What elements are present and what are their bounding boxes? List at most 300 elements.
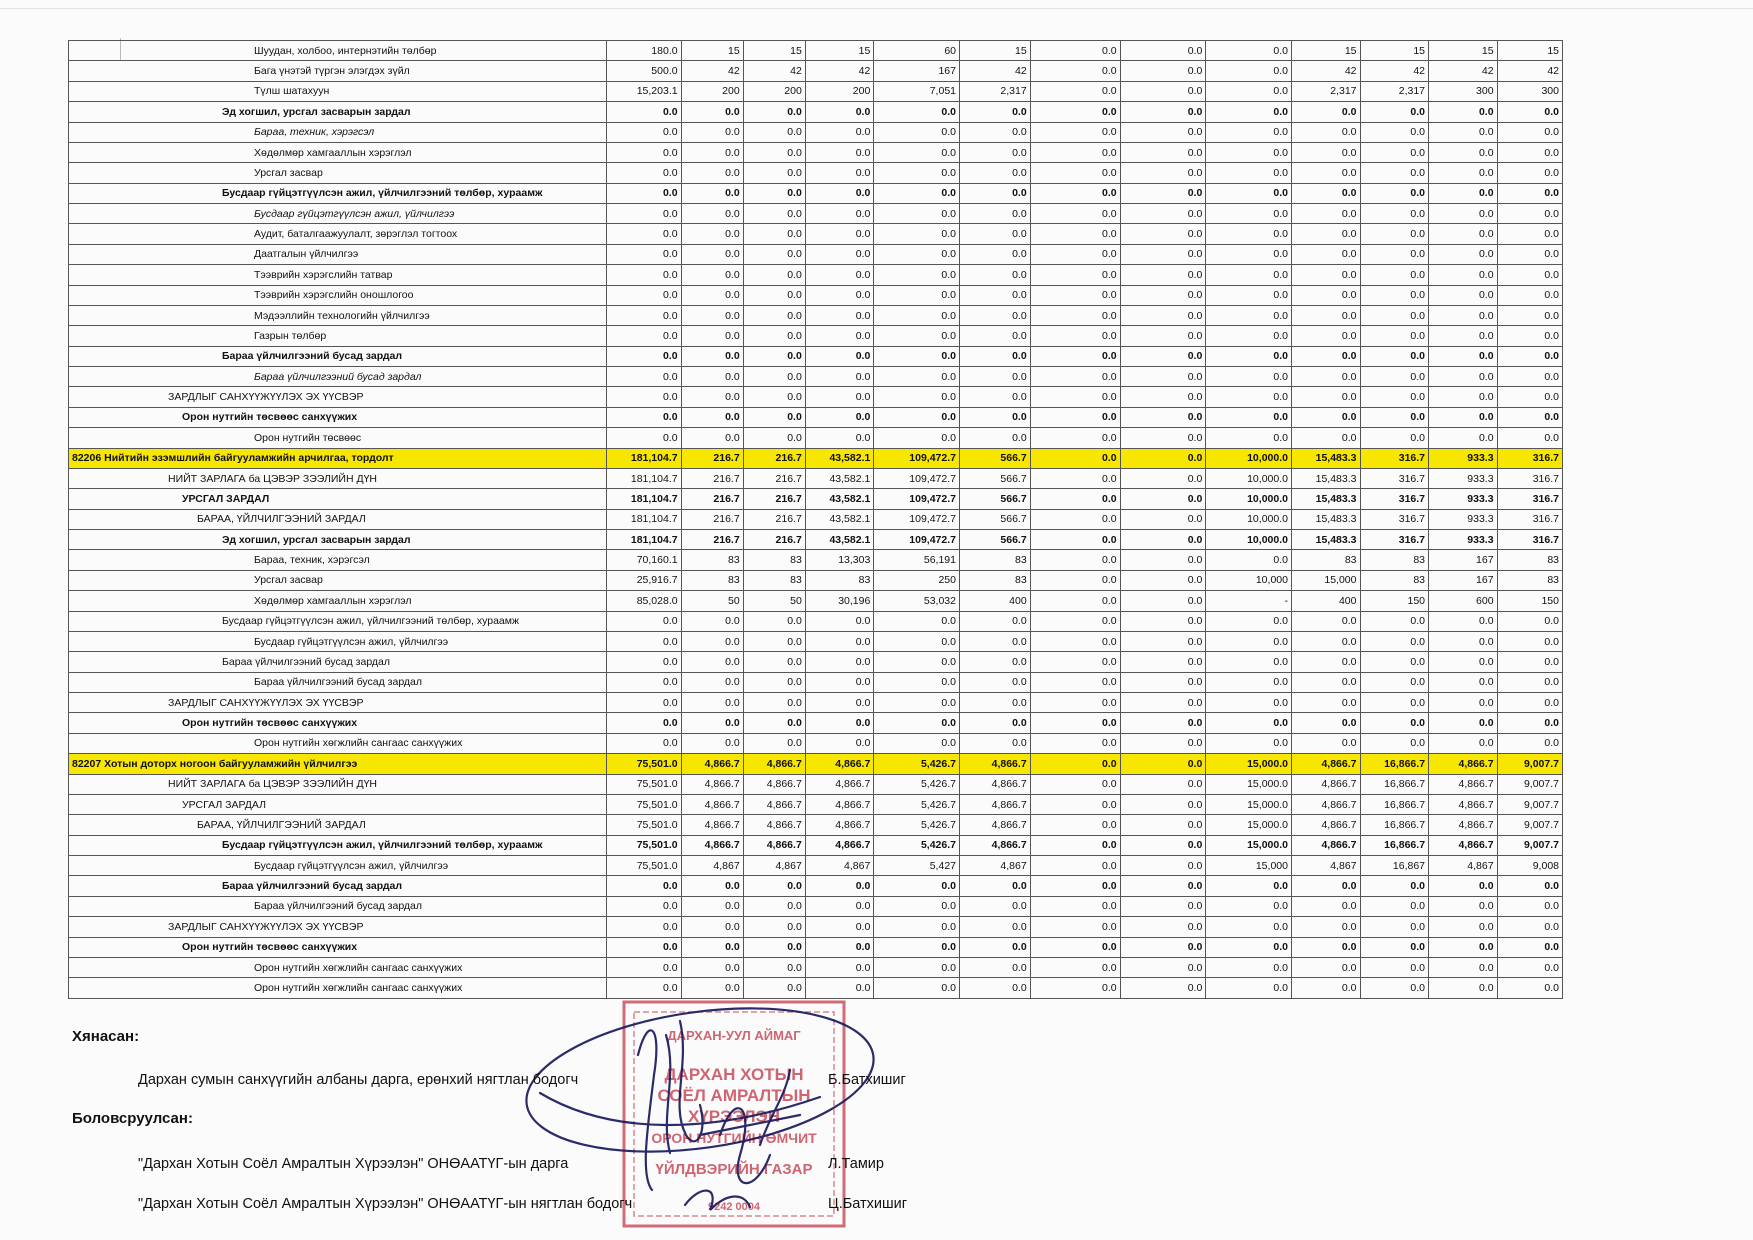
table-cell: 0.0 bbox=[1206, 285, 1292, 305]
table-cell: 0.0 bbox=[1030, 754, 1120, 774]
table-cell: 0.0 bbox=[1360, 917, 1429, 937]
table-cell: 566.7 bbox=[960, 530, 1031, 550]
table-cell: 75,501.0 bbox=[606, 835, 681, 855]
table-cell: 0.0 bbox=[1360, 672, 1429, 692]
row-label bbox=[69, 815, 607, 835]
table-cell: 0.0 bbox=[1291, 305, 1360, 325]
table-cell: 0.0 bbox=[874, 326, 960, 346]
table-cell: 0.0 bbox=[1291, 183, 1360, 203]
row-label-text: УРСГАЛ ЗАРДАЛ bbox=[182, 798, 267, 811]
table-cell: 4,866.7 bbox=[960, 754, 1031, 774]
table-cell: 0.0 bbox=[1206, 142, 1292, 162]
table-cell: 0.0 bbox=[1497, 876, 1562, 896]
row-label bbox=[69, 244, 607, 264]
table-cell: 0.0 bbox=[1429, 244, 1498, 264]
table-cell: 0.0 bbox=[743, 428, 805, 448]
table-cell: 0.0 bbox=[1360, 367, 1429, 387]
table-cell: 0.0 bbox=[1360, 693, 1429, 713]
table-cell: 0.0 bbox=[743, 346, 805, 366]
table-cell: 83 bbox=[960, 550, 1031, 570]
table-cell: 0.0 bbox=[1497, 122, 1562, 142]
table-cell: 0.0 bbox=[960, 265, 1031, 285]
table-cell: 43,582.1 bbox=[805, 489, 874, 509]
table-cell: 9,007.7 bbox=[1497, 774, 1562, 794]
table-cell: 316.7 bbox=[1360, 448, 1429, 468]
table-cell: 0.0 bbox=[1360, 631, 1429, 651]
table-cell: 0.0 bbox=[1120, 102, 1206, 122]
table-cell: 181,104.7 bbox=[606, 448, 681, 468]
row-label bbox=[69, 876, 607, 896]
table-cell: 2,317 bbox=[960, 81, 1031, 101]
table-cell: 0.0 bbox=[960, 978, 1031, 998]
row-label bbox=[69, 652, 607, 672]
table-cell: 0.0 bbox=[1206, 978, 1292, 998]
table-row bbox=[69, 41, 1563, 61]
table-cell: 0.0 bbox=[1030, 693, 1120, 713]
table-cell: 0.0 bbox=[681, 346, 743, 366]
table-cell: 0.0 bbox=[743, 957, 805, 977]
table-cell: 15 bbox=[1429, 41, 1498, 61]
svg-text:ХҮРЭЭЛЭН: ХҮРЭЭЛЭН bbox=[688, 1107, 780, 1126]
table-cell: 0.0 bbox=[960, 407, 1031, 427]
row-label-text: БАРАА, ҮЙЛЧИЛГЭЭНИЙ ЗАРДАЛ bbox=[197, 818, 366, 831]
table-cell: 83 bbox=[1497, 550, 1562, 570]
table-cell: 0.0 bbox=[743, 978, 805, 998]
table-cell: 0.0 bbox=[1206, 326, 1292, 346]
row-label-text: Түлш шатахуун bbox=[254, 85, 330, 98]
table-cell: 216.7 bbox=[681, 468, 743, 488]
svg-text:ДАРХАН ХОТЫН: ДАРХАН ХОТЫН bbox=[664, 1065, 804, 1084]
table-cell: 0.0 bbox=[1291, 163, 1360, 183]
table-cell: 0.0 bbox=[606, 652, 681, 672]
table-cell: 0.0 bbox=[1030, 102, 1120, 122]
table-cell: 4,866.7 bbox=[1429, 754, 1498, 774]
table-cell: 0.0 bbox=[606, 326, 681, 346]
table-cell: 0.0 bbox=[960, 122, 1031, 142]
table-row bbox=[69, 896, 1563, 916]
table-cell: 0.0 bbox=[1429, 611, 1498, 631]
table-cell: 0.0 bbox=[1206, 631, 1292, 651]
row-label bbox=[69, 917, 607, 937]
table-cell: 0.0 bbox=[1497, 102, 1562, 122]
table-cell: 83 bbox=[805, 570, 874, 590]
row-label-text: Бараа үйлчилгээний бусад зардал bbox=[254, 370, 422, 383]
table-cell: 0.0 bbox=[606, 224, 681, 244]
row-label bbox=[69, 163, 607, 183]
table-cell: 0.0 bbox=[805, 224, 874, 244]
row-label bbox=[69, 509, 607, 529]
table-cell: 0.0 bbox=[960, 183, 1031, 203]
table-cell: 0.0 bbox=[1030, 448, 1120, 468]
table-cell: 85,028.0 bbox=[606, 591, 681, 611]
table-cell: 0.0 bbox=[805, 978, 874, 998]
table-cell: 4,866.7 bbox=[1429, 794, 1498, 814]
table-cell: 0.0 bbox=[805, 285, 874, 305]
row-label bbox=[69, 326, 607, 346]
table-cell: 0.0 bbox=[1120, 244, 1206, 264]
table-cell: 0.0 bbox=[960, 896, 1031, 916]
table-cell: 0.0 bbox=[805, 367, 874, 387]
row-label bbox=[69, 733, 607, 753]
table-cell: 0.0 bbox=[874, 163, 960, 183]
table-cell: 0.0 bbox=[681, 244, 743, 264]
table-row bbox=[69, 489, 1563, 509]
table-cell: 0.0 bbox=[1206, 917, 1292, 937]
table-cell: 0.0 bbox=[681, 122, 743, 142]
table-cell: 9,007.7 bbox=[1497, 794, 1562, 814]
table-cell: 0.0 bbox=[606, 367, 681, 387]
table-cell: 0.0 bbox=[1206, 244, 1292, 264]
row-label-text: Бараа үйлчилгээний бусад зардал bbox=[254, 676, 423, 689]
table-cell: 83 bbox=[681, 550, 743, 570]
table-cell: 0.0 bbox=[606, 102, 681, 122]
row-label-text: Орон нутгийн хөгжлийн сангаас санхүүжих bbox=[254, 981, 463, 994]
table-cell: 0.0 bbox=[1429, 652, 1498, 672]
table-cell: 0.0 bbox=[1291, 224, 1360, 244]
table-cell: 75,501.0 bbox=[606, 774, 681, 794]
table-cell: 0.0 bbox=[606, 896, 681, 916]
table-cell: 0.0 bbox=[1030, 631, 1120, 651]
table-cell: 15 bbox=[1360, 41, 1429, 61]
table-row bbox=[69, 204, 1563, 224]
row-label-text: Орон нутгийн төсвөөс санхүүжих bbox=[182, 717, 358, 730]
table-row bbox=[69, 652, 1563, 672]
table-cell: 0.0 bbox=[743, 713, 805, 733]
table-cell: 0.0 bbox=[1120, 81, 1206, 101]
table-cell: 0.0 bbox=[743, 102, 805, 122]
table-cell: 0.0 bbox=[1206, 102, 1292, 122]
table-cell: 0.0 bbox=[1291, 693, 1360, 713]
table-cell: 4,866.7 bbox=[805, 774, 874, 794]
row-label-text: Хөдөлмөр хамгааллын хэрэглэл bbox=[254, 594, 412, 607]
table-cell: 0.0 bbox=[681, 224, 743, 244]
table-cell: 0.0 bbox=[1120, 733, 1206, 753]
table-cell: 200 bbox=[805, 81, 874, 101]
table-row bbox=[69, 530, 1563, 550]
table-cell: 0.0 bbox=[1120, 591, 1206, 611]
table-cell: 109,472.7 bbox=[874, 489, 960, 509]
table-cell: 0.0 bbox=[681, 611, 743, 631]
table-cell: 0.0 bbox=[805, 611, 874, 631]
table-cell: 0.0 bbox=[1030, 713, 1120, 733]
row-label-text: Бусдаар гүйцэтгүүлсэн ажил, үйлчилгээ bbox=[254, 207, 455, 220]
row-label-text: Тээврийн хэрэгслийн оношлогоо bbox=[254, 289, 414, 302]
table-cell: 0.0 bbox=[1497, 346, 1562, 366]
table-row bbox=[69, 815, 1563, 835]
table-cell: 0.0 bbox=[1120, 631, 1206, 651]
svg-text:ОРОН НУТГИЙН ӨМЧИТ: ОРОН НУТГИЙН ӨМЧИТ bbox=[651, 1130, 817, 1146]
row-label-text: ЗАРДЛЫГ САНХҮҮЖҮҮЛЭХ ЭХ ҮҮСВЭР bbox=[168, 920, 364, 933]
table-cell: 42 bbox=[960, 61, 1031, 81]
table-cell: 216.7 bbox=[743, 468, 805, 488]
table-cell: 0.0 bbox=[874, 672, 960, 692]
table-cell: 16,866.7 bbox=[1360, 794, 1429, 814]
table-cell: 0.0 bbox=[743, 387, 805, 407]
table-cell: 109,472.7 bbox=[874, 468, 960, 488]
table-cell: 0.0 bbox=[1120, 428, 1206, 448]
row-label-text: Шуудан, холбоо, интернэтийн төлбөр bbox=[254, 44, 437, 57]
table-cell: 0.0 bbox=[743, 937, 805, 957]
table-cell: 0.0 bbox=[1360, 428, 1429, 448]
table-cell: 4,866.7 bbox=[743, 815, 805, 835]
table-cell: 0.0 bbox=[1497, 367, 1562, 387]
table-cell: 0.0 bbox=[805, 652, 874, 672]
table-cell: 42 bbox=[1497, 61, 1562, 81]
table-cell: 42 bbox=[743, 61, 805, 81]
row-label-text: Газрын төлбөр bbox=[254, 329, 327, 342]
table-cell: 0.0 bbox=[1360, 142, 1429, 162]
table-cell: 0.0 bbox=[1360, 224, 1429, 244]
table-cell: 0.0 bbox=[805, 387, 874, 407]
table-cell: 30,196 bbox=[805, 591, 874, 611]
table-cell: 0.0 bbox=[1291, 265, 1360, 285]
table-cell: 15 bbox=[681, 41, 743, 61]
table-cell: 0.0 bbox=[681, 387, 743, 407]
row-label bbox=[69, 346, 607, 366]
table-cell: 15 bbox=[805, 41, 874, 61]
table-cell: 0.0 bbox=[1120, 489, 1206, 509]
table-cell: 0.0 bbox=[1206, 265, 1292, 285]
table-cell: 0.0 bbox=[1120, 754, 1206, 774]
table-cell: 0.0 bbox=[960, 611, 1031, 631]
table-cell: 0.0 bbox=[606, 978, 681, 998]
table-cell: 0.0 bbox=[606, 305, 681, 325]
row-label-text: НИЙТ ЗАРЛАГА ба ЦЭВЭР ЗЭЭЛИЙН ДҮН bbox=[168, 472, 377, 485]
table-cell: 0.0 bbox=[1429, 631, 1498, 651]
table-cell: 0.0 bbox=[960, 876, 1031, 896]
row-label-text: Бараа үйлчилгээний бусад зардал bbox=[222, 350, 403, 363]
table-cell: 0.0 bbox=[1429, 265, 1498, 285]
table-cell: 0.0 bbox=[1497, 611, 1562, 631]
table-cell: 4,866.7 bbox=[805, 815, 874, 835]
table-cell: 0.0 bbox=[1120, 876, 1206, 896]
table-cell: 0.0 bbox=[1291, 672, 1360, 692]
table-cell: 5,426.7 bbox=[874, 835, 960, 855]
table-cell: 0.0 bbox=[805, 672, 874, 692]
table-cell: 0.0 bbox=[874, 204, 960, 224]
table-cell: 0.0 bbox=[1429, 693, 1498, 713]
table-cell: 0.0 bbox=[1429, 122, 1498, 142]
table-cell: 0.0 bbox=[960, 142, 1031, 162]
table-cell: 10,000 bbox=[1206, 570, 1292, 590]
table-cell: 0.0 bbox=[1360, 876, 1429, 896]
checked-heading: Хянасан: bbox=[72, 1028, 140, 1045]
table-cell: 0.0 bbox=[1360, 163, 1429, 183]
table-cell: 0.0 bbox=[1497, 163, 1562, 183]
row-label bbox=[69, 896, 607, 916]
table-cell: 0.0 bbox=[1030, 285, 1120, 305]
table-cell: 0.0 bbox=[1120, 142, 1206, 162]
table-cell: 0.0 bbox=[743, 142, 805, 162]
table-cell: 0.0 bbox=[1120, 224, 1206, 244]
row-label-text: Орон нутгийн төсвөөс bbox=[254, 431, 362, 444]
table-cell: 0.0 bbox=[1030, 570, 1120, 590]
row-label-text: ЗАРДЛЫГ САНХҮҮЖҮҮЛЭХ ЭХ ҮҮСВЭР bbox=[168, 391, 364, 404]
table-cell: 0.0 bbox=[743, 896, 805, 916]
table-cell: 0.0 bbox=[1206, 672, 1292, 692]
table-cell: 316.7 bbox=[1360, 509, 1429, 529]
table-cell: 0.0 bbox=[874, 387, 960, 407]
table-cell: - bbox=[1206, 591, 1292, 611]
table-cell: 0.0 bbox=[1206, 876, 1292, 896]
table-cell: 15,000 bbox=[1291, 570, 1360, 590]
table-cell: 0.0 bbox=[1120, 41, 1206, 61]
table-row bbox=[69, 468, 1563, 488]
table-cell: 10,000.0 bbox=[1206, 509, 1292, 529]
table-cell: 0.0 bbox=[960, 224, 1031, 244]
table-cell: 0.0 bbox=[1497, 672, 1562, 692]
table-cell: 0.0 bbox=[1030, 326, 1120, 346]
table-cell: 181,104.7 bbox=[606, 530, 681, 550]
table-cell: 0.0 bbox=[874, 693, 960, 713]
table-cell: 216.7 bbox=[681, 530, 743, 550]
table-cell: 0.0 bbox=[960, 163, 1031, 183]
table-cell: 0.0 bbox=[1429, 367, 1498, 387]
table-cell: 0.0 bbox=[1291, 631, 1360, 651]
table-cell: 0.0 bbox=[681, 978, 743, 998]
row-label-text: Урсгал засвар bbox=[254, 166, 323, 179]
table-cell: 0.0 bbox=[960, 733, 1031, 753]
table-cell: 43,582.1 bbox=[805, 468, 874, 488]
table-cell: 10,000.0 bbox=[1206, 448, 1292, 468]
table-cell: 16,866.7 bbox=[1360, 754, 1429, 774]
table-cell: 0.0 bbox=[805, 326, 874, 346]
table-cell: 0.0 bbox=[1360, 122, 1429, 142]
table-cell: 0.0 bbox=[1291, 978, 1360, 998]
table-cell: 0.0 bbox=[960, 917, 1031, 937]
table-cell: 0.0 bbox=[1206, 896, 1292, 916]
table-cell: 0.0 bbox=[1497, 387, 1562, 407]
table-cell: 0.0 bbox=[1429, 957, 1498, 977]
table-cell: 0.0 bbox=[1030, 794, 1120, 814]
table-cell: 0.0 bbox=[1360, 183, 1429, 203]
table-cell: 0.0 bbox=[1291, 713, 1360, 733]
table-cell: 216.7 bbox=[681, 448, 743, 468]
table-cell: 0.0 bbox=[1030, 163, 1120, 183]
table-cell: 0.0 bbox=[1429, 346, 1498, 366]
row-label bbox=[69, 489, 607, 509]
row-label bbox=[69, 550, 607, 570]
table-cell: 933.3 bbox=[1429, 448, 1498, 468]
table-cell: 0.0 bbox=[606, 631, 681, 651]
table-cell: 933.3 bbox=[1429, 468, 1498, 488]
table-cell: 5,427 bbox=[874, 856, 960, 876]
table-cell: 0.0 bbox=[1429, 733, 1498, 753]
table-cell: 109,472.7 bbox=[874, 530, 960, 550]
table-cell: 109,472.7 bbox=[874, 448, 960, 468]
table-cell: 0.0 bbox=[743, 693, 805, 713]
table-cell: 0.0 bbox=[606, 142, 681, 162]
table-cell: 216.7 bbox=[743, 448, 805, 468]
table-cell: 0.0 bbox=[1291, 917, 1360, 937]
table-cell: 15,483.3 bbox=[1291, 468, 1360, 488]
table-cell: 0.0 bbox=[1429, 713, 1498, 733]
table-cell: 0.0 bbox=[805, 876, 874, 896]
table-cell: 9,008 bbox=[1497, 856, 1562, 876]
table-cell: 0.0 bbox=[1120, 407, 1206, 427]
table-cell: 42 bbox=[805, 61, 874, 81]
table-cell: 53,032 bbox=[874, 591, 960, 611]
table-row bbox=[69, 917, 1563, 937]
table-cell: 0.0 bbox=[606, 876, 681, 896]
table-cell: 0.0 bbox=[606, 693, 681, 713]
row-label bbox=[69, 611, 607, 631]
table-cell: 83 bbox=[1497, 570, 1562, 590]
table-cell: 0.0 bbox=[1497, 896, 1562, 916]
table-body bbox=[69, 41, 1563, 999]
row-label-text: Эд хогшил, урсгал засварын зардал bbox=[222, 105, 411, 118]
table-cell: 0.0 bbox=[606, 183, 681, 203]
row-label bbox=[69, 428, 607, 448]
scan-edge-line bbox=[0, 8, 1753, 9]
table-cell: 109,472.7 bbox=[874, 509, 960, 529]
table-cell: 0.0 bbox=[960, 428, 1031, 448]
table-cell: 0.0 bbox=[1291, 346, 1360, 366]
table-cell: 216.7 bbox=[681, 509, 743, 529]
table-cell: 0.0 bbox=[1120, 204, 1206, 224]
row-label-text: Бусдаар гүйцэтгүүлсэн ажил, үйлчилгээ bbox=[254, 635, 449, 648]
table-cell: 4,866.7 bbox=[681, 815, 743, 835]
table-row bbox=[69, 713, 1563, 733]
table-cell: 5,426.7 bbox=[874, 754, 960, 774]
table-row bbox=[69, 611, 1563, 631]
table-cell: 0.0 bbox=[1120, 122, 1206, 142]
table-row bbox=[69, 285, 1563, 305]
table-cell: 4,866.7 bbox=[960, 774, 1031, 794]
table-cell: 0.0 bbox=[1497, 652, 1562, 672]
table-cell: 316.7 bbox=[1497, 509, 1562, 529]
table-cell: 0.0 bbox=[606, 265, 681, 285]
table-cell: 0.0 bbox=[1120, 550, 1206, 570]
table-cell: 4,866.7 bbox=[1291, 794, 1360, 814]
table-cell: 0.0 bbox=[1206, 224, 1292, 244]
table-cell: 0.0 bbox=[874, 265, 960, 285]
table-cell: 0.0 bbox=[960, 244, 1031, 264]
table-cell: 0.0 bbox=[606, 672, 681, 692]
table-cell: 0.0 bbox=[805, 183, 874, 203]
table-row bbox=[69, 224, 1563, 244]
row-label bbox=[69, 142, 607, 162]
table-row bbox=[69, 774, 1563, 794]
table-cell: 0.0 bbox=[1206, 733, 1292, 753]
table-cell: 181,104.7 bbox=[606, 468, 681, 488]
table-cell: 0.0 bbox=[1206, 652, 1292, 672]
table-cell: 0.0 bbox=[743, 183, 805, 203]
row-label bbox=[69, 774, 607, 794]
table-cell: 0.0 bbox=[606, 122, 681, 142]
table-cell: 75,501.0 bbox=[606, 754, 681, 774]
table-cell: 83 bbox=[743, 570, 805, 590]
table-cell: 0.0 bbox=[606, 611, 681, 631]
table-cell: 0.0 bbox=[743, 163, 805, 183]
table-row bbox=[69, 183, 1563, 203]
table-cell: 316.7 bbox=[1360, 530, 1429, 550]
table-cell: 0.0 bbox=[1291, 387, 1360, 407]
table-cell: 4,866.7 bbox=[743, 794, 805, 814]
table-cell: 4,866.7 bbox=[1291, 835, 1360, 855]
prepared-title-accountant: "Дархан Хотын Соёл Амралтын Хүрээлэн" ОНӨААТҮГ-ын нягтлан бодогч bbox=[138, 1196, 633, 1212]
table-cell: 0.0 bbox=[681, 876, 743, 896]
svg-text:9242 0004: 9242 0004 bbox=[708, 1201, 760, 1213]
table-cell: 0.0 bbox=[1120, 387, 1206, 407]
table-cell: 0.0 bbox=[1291, 142, 1360, 162]
table-cell: 0.0 bbox=[1291, 896, 1360, 916]
table-cell: 16,866.7 bbox=[1360, 815, 1429, 835]
table-cell: 0.0 bbox=[1429, 305, 1498, 325]
table-cell: 4,867 bbox=[743, 856, 805, 876]
table-cell: 0.0 bbox=[1429, 937, 1498, 957]
table-cell: 60 bbox=[874, 41, 960, 61]
